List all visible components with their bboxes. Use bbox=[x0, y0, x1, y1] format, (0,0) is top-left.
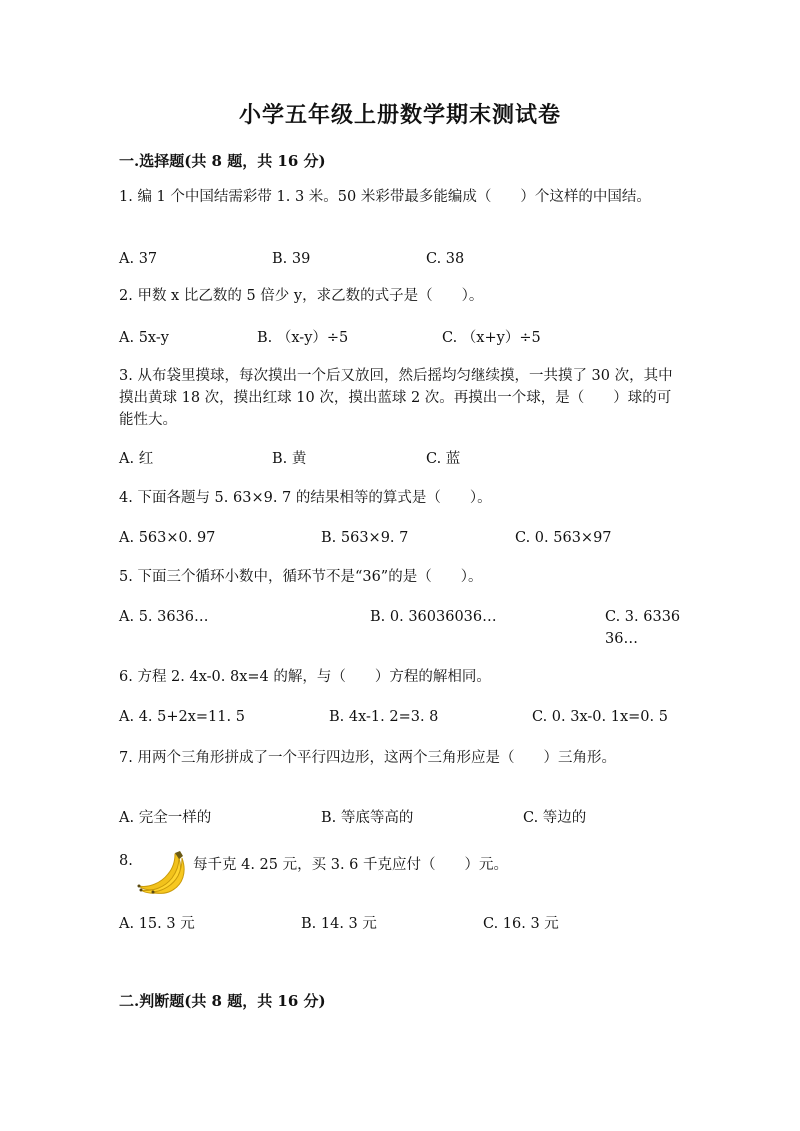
option-b: B. 等底等高的 bbox=[321, 810, 414, 826]
banana-icon bbox=[135, 850, 191, 894]
question-8-number: 8. bbox=[119, 853, 133, 869]
option-a: A. 15. 3 元 bbox=[119, 916, 195, 932]
question-2: 2. 甲数 x 比乙数的 5 倍少 y，求乙数的式子是（ ）。 bbox=[119, 288, 484, 304]
option-c: C. 16. 3 元 bbox=[483, 916, 559, 932]
option-a: A. 37 bbox=[119, 251, 158, 267]
option-c: C. 38 bbox=[426, 251, 465, 267]
question-6: 6. 方程 2. 4x-0. 8x=4 的解，与（ ）方程的解相同。 bbox=[119, 669, 491, 685]
option-a: A. 红 bbox=[119, 451, 154, 467]
question-8: 每千克 4. 25 元，买 3. 6 千克应付（ ）元。 bbox=[193, 857, 508, 873]
option-a: A. 4. 5+2x=11. 5 bbox=[119, 709, 245, 725]
option-b: B. 4x-1. 2=3. 8 bbox=[329, 709, 439, 725]
option-b: B. 0. 36036036… bbox=[370, 609, 497, 625]
option-c: C. 3. 633636… bbox=[605, 609, 681, 647]
option-c: C. 蓝 bbox=[426, 451, 461, 467]
option-c: C. 0. 3x-0. 1x=0. 5 bbox=[532, 709, 668, 725]
question-1: 1. 编 1 个中国结需彩带 1. 3 米。50 米彩带最多能编成（ ）个这样的中国结。 bbox=[119, 189, 651, 205]
question-5: 5. 下面三个循环小数中，循环节不是“36”的是（ ）。 bbox=[119, 569, 483, 585]
option-c: C. 等边的 bbox=[523, 810, 587, 826]
option-a: A. 5. 3636… bbox=[119, 609, 209, 625]
option-b: B. 563×9. 7 bbox=[321, 530, 409, 546]
question-4: 4. 下面各题与 5. 63×9. 7 的结果相等的算式是（ ）。 bbox=[119, 490, 492, 506]
question-3: 3. 从布袋里摸球，每次摸出一个后又放回，然后摇均匀继续摸，一共摸了 30 次，其中摸出黄球 18 次，摸出红球 10 次，摸出蓝球 2 次。再摸出一个球，是（ ）球的可能性大。 bbox=[119, 368, 673, 428]
section-heading-judgement: 二.判断题(共 8 题，共 16 分) bbox=[119, 992, 326, 1010]
option-a: A. 563×0. 97 bbox=[119, 530, 216, 546]
option-b: B. 黄 bbox=[272, 451, 307, 467]
option-a: A. 5x-y bbox=[119, 330, 169, 346]
option-b: B. 39 bbox=[272, 251, 311, 267]
page-title: 小学五年级上册数学期末测试卷 bbox=[238, 102, 561, 128]
option-c: C. 0. 563×97 bbox=[515, 530, 612, 546]
option-b: B. 14. 3 元 bbox=[301, 916, 377, 932]
question-7: 7. 用两个三角形拼成了一个平行四边形，这两个三角形应是（ ）三角形。 bbox=[119, 750, 616, 766]
section-heading-choice: 一.选择题(共 8 题，共 16 分) bbox=[119, 152, 326, 170]
option-c: C. （x+y）÷5 bbox=[442, 330, 541, 346]
option-b: B. （x-y）÷5 bbox=[257, 330, 349, 346]
option-a: A. 完全一样的 bbox=[119, 810, 212, 826]
